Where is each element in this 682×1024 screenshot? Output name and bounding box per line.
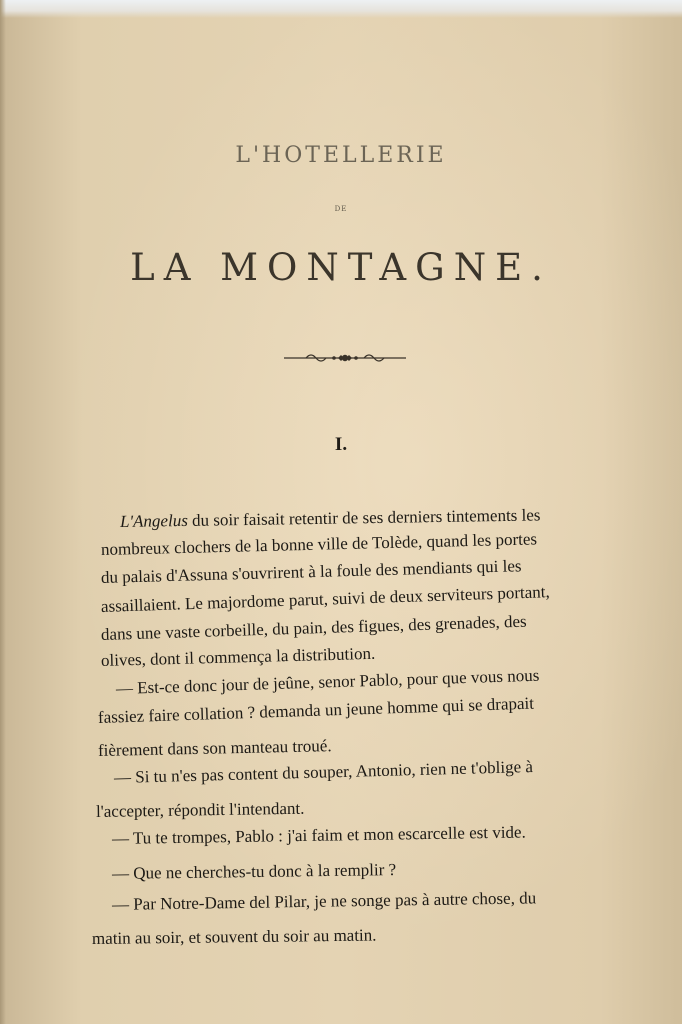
body-line-6: olives, dont il commença la distribution.: [100, 643, 376, 670]
body-line-2: nombreux clochers de la bonne ville de Tolède, quand les portes: [100, 529, 538, 559]
chapter-number: I.: [334, 434, 348, 455]
body-line-15: matin au soir, et souvent du soir au matin.: [91, 925, 377, 948]
body-line-9: fièrement dans son manteau troué.: [97, 736, 332, 760]
body-line-14: — Par Notre-Dame del Pilar, je ne songe pas à autre chose, du: [111, 888, 537, 914]
page-top-edge: [0, 0, 682, 18]
body-line-5: dans une vaste corbeille, du pain, des figues, des grenades, des: [100, 611, 527, 644]
body-line-13: — Que ne cherches-tu donc à la remplir ?: [111, 860, 397, 883]
ornament-divider-icon: [284, 350, 406, 366]
title-line-1: L'HOTELLERIE: [235, 143, 447, 168]
body-line-3: du palais d'Assuna s'ouvrirent à la foule des mendiants qui les: [100, 556, 522, 587]
title-connector: DE: [334, 205, 348, 213]
body-line-10: — Si tu n'es pas content du souper, Antonio, rien ne t'oblige à: [113, 757, 534, 787]
body-line-7: — Est-ce donc jour de jeûne, senor Pablo, pour que vous nous: [115, 665, 540, 698]
page-title: LA MONTAGNE.: [130, 246, 552, 289]
body-line-1-text: du soir faisait retentir de ses derniers tintements les: [187, 505, 541, 530]
body-line-1-italic: L'Angelus: [119, 510, 188, 531]
body-line-8: fassiez faire collation ? demanda un jeune homme qui se drapait: [97, 693, 535, 727]
body-line-12: — Tu te trompes, Pablo : j'ai faim et mon escarcelle est vide.: [111, 822, 526, 848]
body-line-4: assaillaient. Le majordome parut, suivi de deux serviteurs portant,: [100, 582, 551, 616]
body-line-11: l'accepter, répondit l'intendant.: [95, 798, 305, 821]
body-line-1: [120, 505, 541, 532]
